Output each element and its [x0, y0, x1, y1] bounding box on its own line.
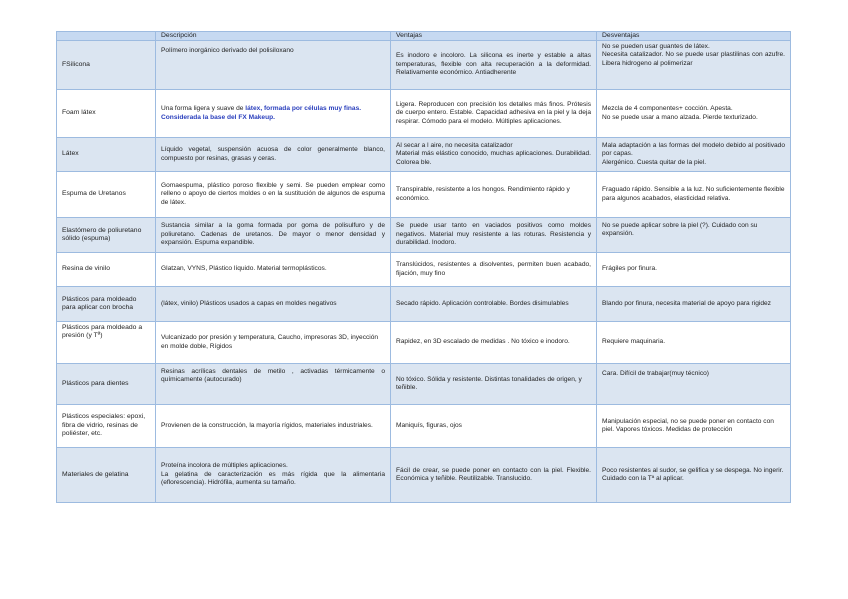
table-header-row: [57, 32, 791, 41]
cell-desventajas: Manipulación especial, no se puede poner en contacto con piel. Vapores tóxicos. Medidas de protección: [597, 405, 791, 448]
cell-descripcion: Líquido vegetal, suspensión acuosa de color generalmente blanco, compuesto por resinas, grasas y ceras.: [156, 138, 391, 172]
descripcion-highlight: látex, formada por células muy finas. Considerada la base del FX Makeup.: [161, 105, 362, 121]
table-row: [57, 172, 791, 218]
cell-desventajas: Poco resistentes al sudor, se gelifica y se despega. No ingerir. Cuidado con la Tª al aplicar.: [597, 448, 791, 503]
cell-desventajas: No se pueden usar guantes de látex. Necesita catalizador. No se puede usar plastilinas con azufre. Libera hidrogeno al polimerizar: [597, 41, 791, 90]
cell-ventajas: Fácil de crear, se puede poner en contacto con la piel. Flexible. Económica y teñible. Reutilizable. Translucido.: [391, 448, 597, 503]
row-name: Plásticos para moldeado para aplicar con brocha: [57, 287, 156, 322]
cell-ventajas: Al secar a l aire, no necesita catalizador Material más elástico conocido, muchas aplicaciones. Durabilidad. Colorea ble.: [391, 138, 597, 172]
cell-desventajas: No se puede aplicar sobre la piel (?). Cuidado con su expansión.: [597, 218, 791, 253]
row-name: Resina de vinilo: [57, 253, 156, 287]
cell-desventajas: Requiere maquinaria.: [597, 322, 791, 364]
table-row: [57, 138, 791, 172]
row-name: Látex: [57, 138, 156, 172]
cell-ventajas: Ligera. Reproducen con precisión los detalles más finos. Prótesis de cuerpo entero. Estable. Capacidad adhesiva en la piel y la deja respirar. Cómodo para el modelo. Múltiples aplicaciones.: [391, 90, 597, 138]
cell-ventajas: Se puede usar tanto en vaciados positivos como moldes negativos. Material muy resistente a las roturas. Resistencia y durabilidad. Inodoro.: [391, 218, 597, 253]
row-name: Plásticos para moldeado a presión (y Tª): [57, 322, 156, 364]
cell-descripcion: (látex, vinilo) Plásticos usados a capas en moldes negativos: [156, 287, 391, 322]
cell-ventajas: Rapidez, en 3D escalado de medidas . No tóxico e inodoro.: [391, 322, 597, 364]
table-row: [57, 322, 791, 364]
row-name: Foam látex: [57, 90, 156, 138]
table-row: [57, 253, 791, 287]
cell-ventajas: Translúcidos, resistentes a disolventes, permiten buen acabado, fijación, muy fino: [391, 253, 597, 287]
cell-descripcion: [156, 90, 391, 138]
cell-desventajas: Fraguado rápido. Sensible a la luz. No suficientemente flexible para algunos acabados, elasticidad relativa.: [597, 172, 791, 218]
table-row: [57, 448, 791, 503]
row-name: Materiales de gelatina: [57, 448, 156, 503]
cell-descripcion: Vulcanizado por presión y temperatura, Caucho, impresoras 3D, inyección en molde doble, Rígidos: [156, 322, 391, 364]
cell-desventajas: Mezcla de 4 componentes+ cocción. Apesta. No se puede usar a mano alzada. Pierde texturizado.: [597, 90, 791, 138]
header-ventajas: Ventajas: [391, 32, 597, 41]
cell-descripcion: Proteína incolora de múltiples aplicaciones. La gelatina de caracterización es más rígida que la alimentaria (eflorescencia). Hidrófila, aumenta su tamaño.: [156, 448, 391, 503]
cell-ventajas: Es inodoro e incoloro. La silicona es inerte y estable a altas temperaturas, flexible con alta recuperación a la deformidad. Relativamente económico. Antiadherente: [391, 41, 597, 90]
row-name: FSilicona: [57, 41, 156, 90]
cell-desventajas: Cara. Difícil de trabajar(muy técnico): [597, 364, 791, 405]
cell-ventajas: Transpirable, resistente a los hongos. Rendimiento rápido y económico.: [391, 172, 597, 218]
cell-descripcion: Resinas acrílicas dentales de metilo , activadas térmicamente o químicamente (autocurado): [156, 364, 391, 405]
cell-ventajas: No tóxico. Sólida y resistente. Distintas tonalidades de origen, y teñible.: [391, 364, 597, 405]
row-name: Espuma de Uretanos: [57, 172, 156, 218]
cell-ventajas: Maniquís, figuras, ojos: [391, 405, 597, 448]
header-blank: [57, 32, 156, 41]
cell-descripcion: Polímero inorgánico derivado del polisiloxano: [156, 41, 391, 90]
table-row: [57, 364, 791, 405]
cell-desventajas: Mala adaptación a las formas del modelo debido al positivado por capas. Alergénico. Cuesta quitar de la piel.: [597, 138, 791, 172]
table-row: [57, 90, 791, 138]
table-row: [57, 287, 791, 322]
cell-descripcion: Gomaespuma, plástico poroso flexible y semi. Se pueden emplear como relleno o apoyo de ciertos moldes o en la sustitución de algunos de espuma de látex.: [156, 172, 391, 218]
row-name: Plásticos especiales: epoxi, fibra de vidrio, resinas de poliéster, etc.: [57, 405, 156, 448]
cell-desventajas: Blando por finura, necesita material de apoyo para rigidez: [597, 287, 791, 322]
cell-desventajas: Frágiles por finura.: [597, 253, 791, 287]
cell-descripcion: Sustancia similar a la goma formada por goma de polisulfuro y de poliuretano. Cadenas de uretanos. De mayor o menor densidad y expansión. Espuma expandible.: [156, 218, 391, 253]
table-row: [57, 218, 791, 253]
cell-descripcion: Glatzan, VYNS, Plástico líquido. Material termoplásticos.: [156, 253, 391, 287]
cell-ventajas: Secado rápido. Aplicación controlable. Bordes disimulables: [391, 287, 597, 322]
cell-descripcion: Provienen de la construcción, la mayoría rígidos, materiales industriales.: [156, 405, 391, 448]
table-row: [57, 41, 791, 90]
descripcion-text: Una forma ligera y suave de: [161, 105, 246, 113]
header-desventajas: Desventajas: [597, 32, 791, 41]
table-row: [57, 405, 791, 448]
materials-table: [56, 31, 791, 503]
row-name: Elastómero de poliuretano sólido (espuma): [57, 218, 156, 253]
header-descripcion: Descripción: [156, 32, 391, 41]
row-name: Plásticos para dientes: [57, 364, 156, 405]
